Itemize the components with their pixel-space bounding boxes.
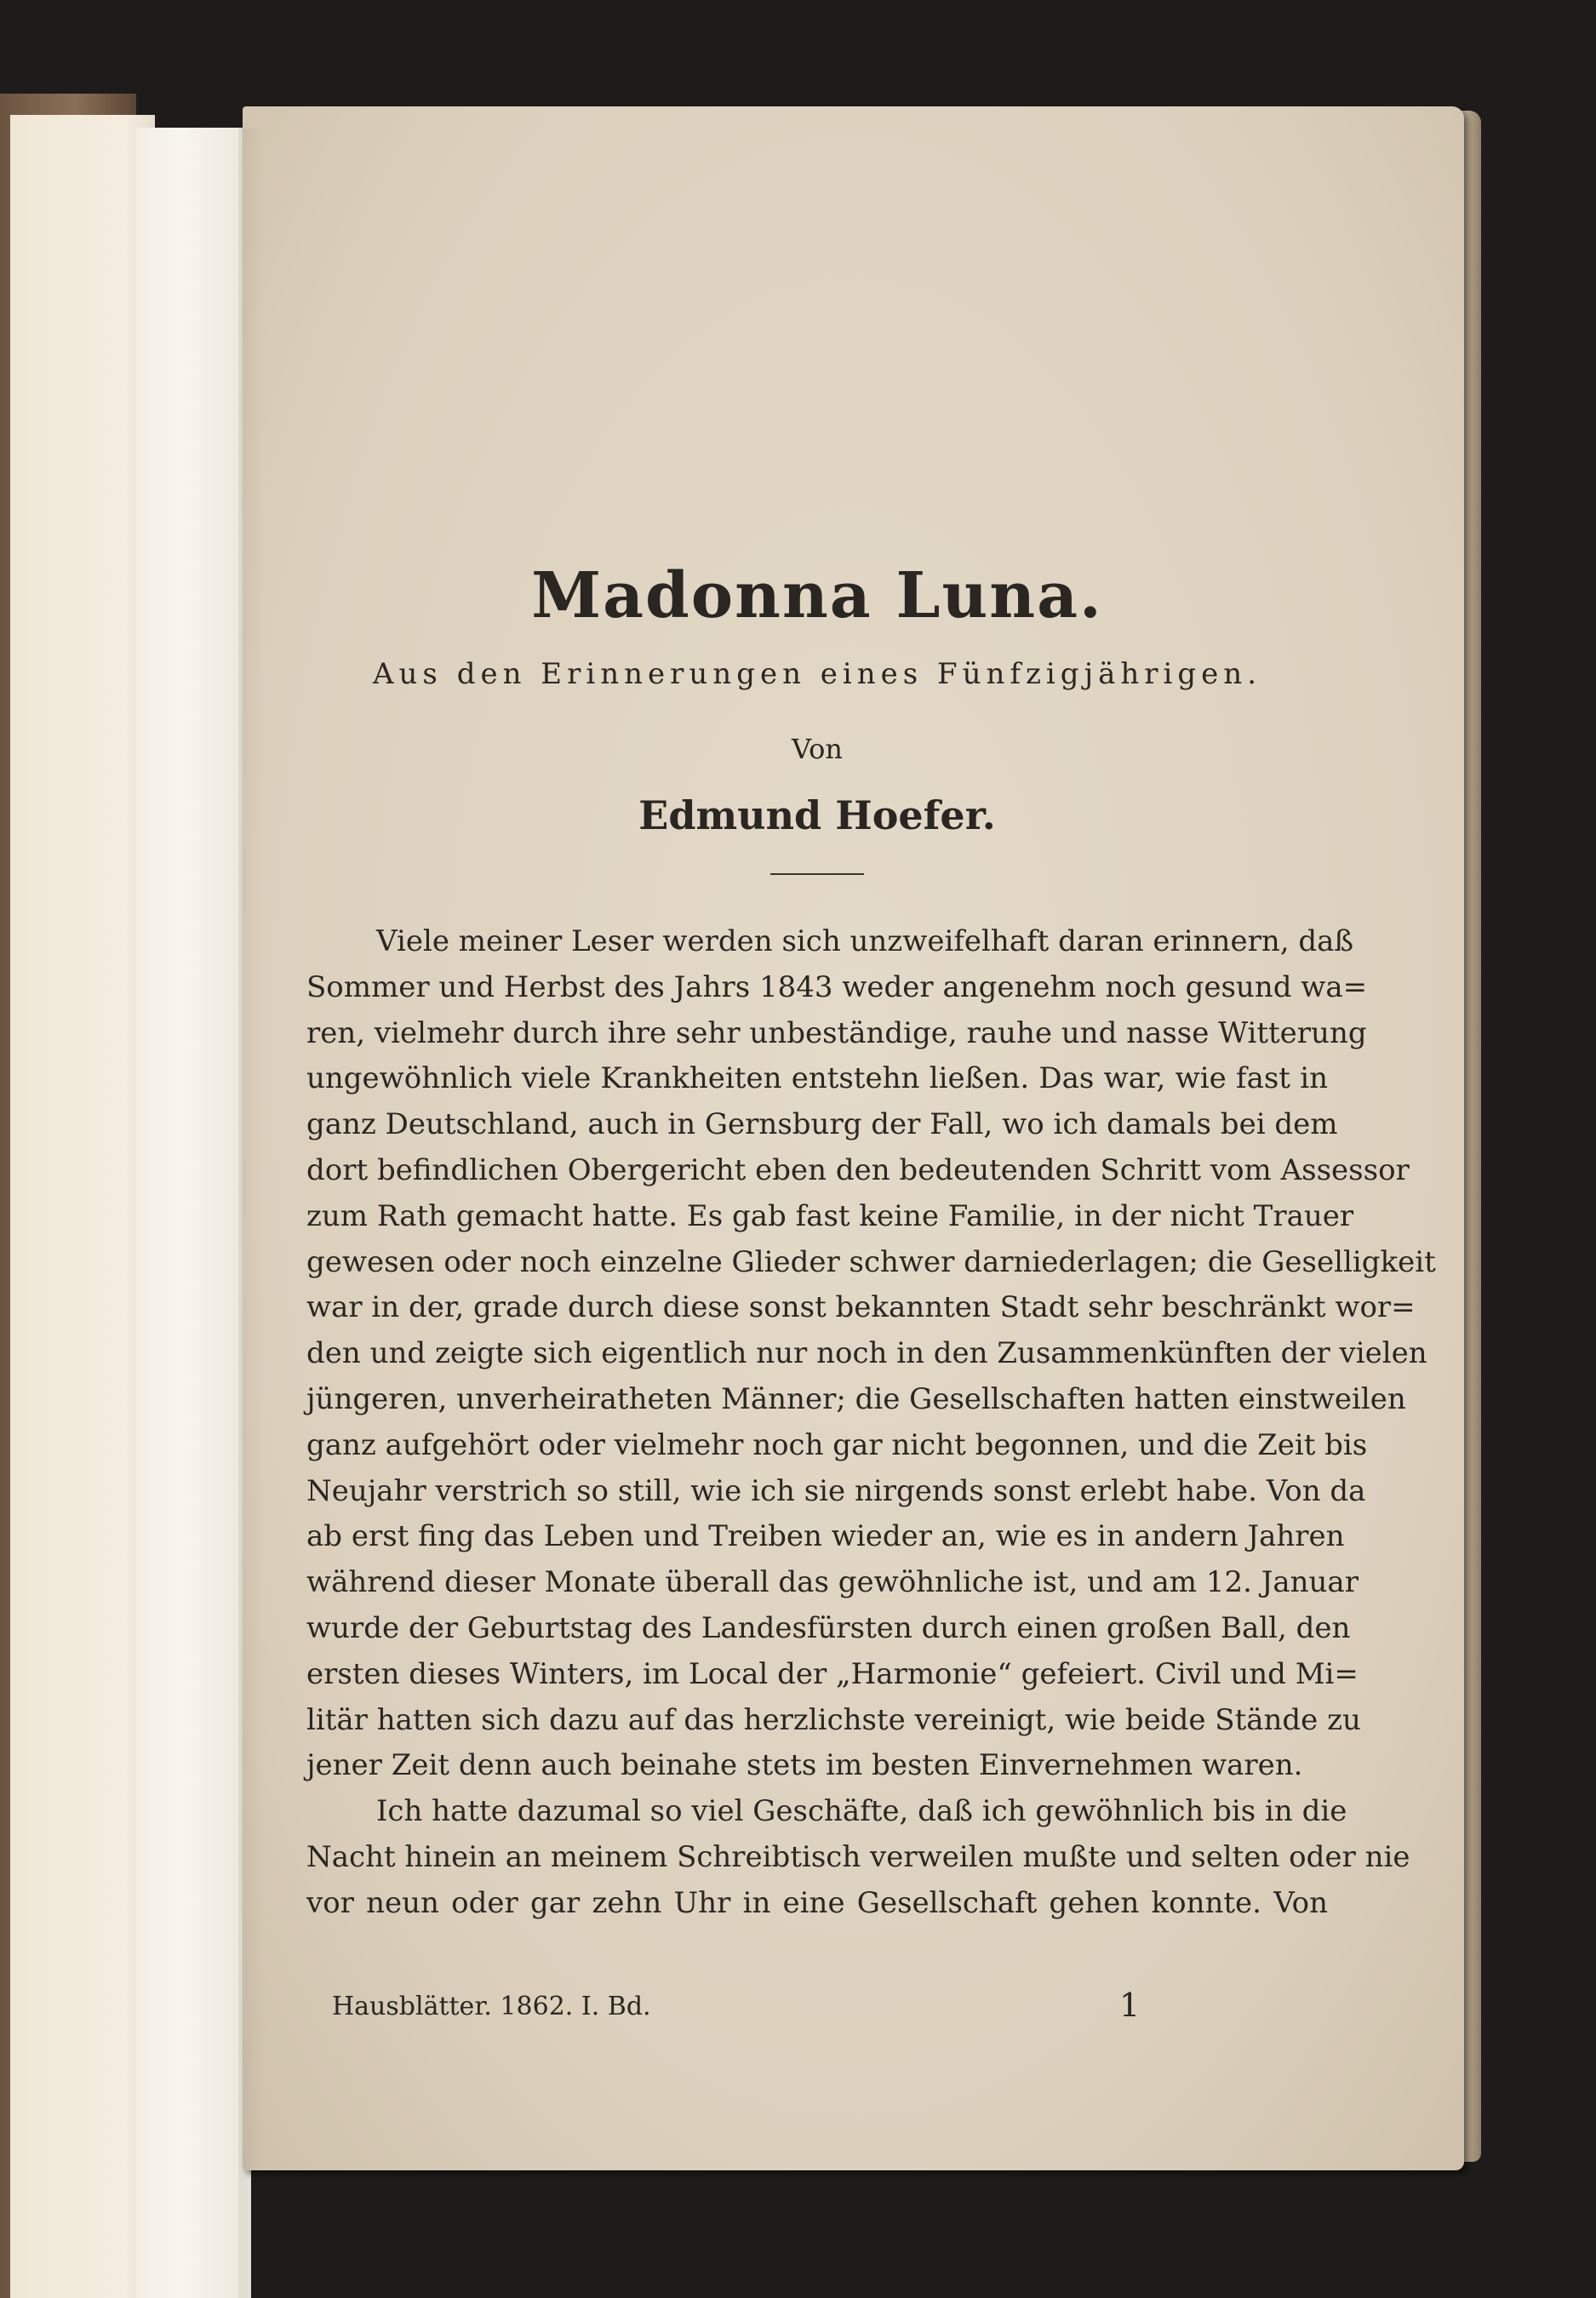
text-line: vor neun oder gar zehn Uhr in eine Gesellschaft gehen konnte. Von — [306, 1885, 1328, 1920]
text-line: gewesen oder noch einzelne Glieder schwer darniederlagen; die Geselligkeit — [306, 1244, 1436, 1279]
book-gutter — [136, 128, 251, 2298]
text-line: Nacht hinein an meinem Schreibtisch verweilen mußte und selten oder nie — [306, 1839, 1410, 1874]
left-page-edge — [10, 115, 155, 2298]
footer-signature: Hausblätter. 1862. I. Bd. — [332, 1992, 651, 2021]
text-line: jüngeren, unverheiratheten Männer; die Gesellschaften hatten einstweilen — [306, 1381, 1406, 1416]
byline-von: Von — [791, 733, 844, 765]
text-line: ganz aufgehört oder vielmehr noch gar nicht begonnen, und die Zeit bis — [306, 1427, 1368, 1462]
document-title: Madonna Luna. — [531, 559, 1103, 632]
paragraph-2 — [306, 1789, 1410, 1926]
title-divider — [770, 873, 864, 875]
spine-shadow — [238, 128, 264, 2298]
paragraph-1 — [306, 919, 1436, 1789]
text-line: jener Zeit denn auch beinahe stets im besten Einvernehmen waren. — [306, 1748, 1303, 1783]
text-line: ganz Deutschland, auch in Gernsburg der Fall, wo ich damals bei dem — [306, 1107, 1338, 1142]
text-line: während dieser Monate überall das gewöhnliche ist, und am 12. Januar — [306, 1565, 1359, 1600]
text-line: zum Rath gemacht hatte. Es gab fast keine Familie, in der nicht Trauer — [306, 1198, 1354, 1233]
text-line: war in der, grade durch diese sonst bekannten Stadt sehr beschränkt wor= — [306, 1290, 1416, 1325]
text-line: ersten dieses Winters, im Local der „Harmonie“ gefeiert. Civil und Mi= — [306, 1656, 1359, 1691]
document-subtitle: Aus den Erinnerungen eines Fünfzigjährigen. — [372, 657, 1262, 691]
text-line: litär hatten sich dazu auf das herzlichste vereinigt, wie beide Stände zu — [306, 1702, 1361, 1737]
text-line: ab erst fing das Leben und Treiben wieder an, wie es in andern Jahren — [306, 1519, 1345, 1554]
text-line: Sommer und Herbst des Jahrs 1843 weder angenehm noch gesund wa= — [306, 969, 1368, 1004]
author-name: Edmund Hoefer. — [638, 792, 996, 838]
text-line: Viele meiner Leser werden sich unzweifelhaft daran erinnern, daß — [376, 924, 1354, 958]
text-line: den und zeigte sich eigentlich nur noch in den Zusammenkünften der vielen — [306, 1336, 1427, 1371]
text-line: ungewöhnlich viele Krankheiten entstehn ließen. Das war, wie fast in — [306, 1061, 1328, 1096]
page-number: 1 — [1119, 1986, 1141, 2024]
text-line: wurde der Geburtstag des Landesfürsten durch einen großen Ball, den — [306, 1610, 1351, 1645]
text-line: dort befindlichen Obergericht eben den bedeutenden Schritt vom Assessor — [306, 1152, 1410, 1187]
text-line: Ich hatte dazumal so viel Geschäfte, daß ich gewöhnlich bis in die — [376, 1794, 1347, 1829]
text-line: Neujahr verstrich so still, wie ich sie nirgends sonst erlebt habe. Von da — [306, 1473, 1366, 1508]
text-line: ren, vielmehr durch ihre sehr unbeständige, rauhe und nasse Witterung — [306, 1015, 1367, 1050]
body-text — [306, 919, 1436, 1927]
page-content — [306, 553, 1436, 1927]
